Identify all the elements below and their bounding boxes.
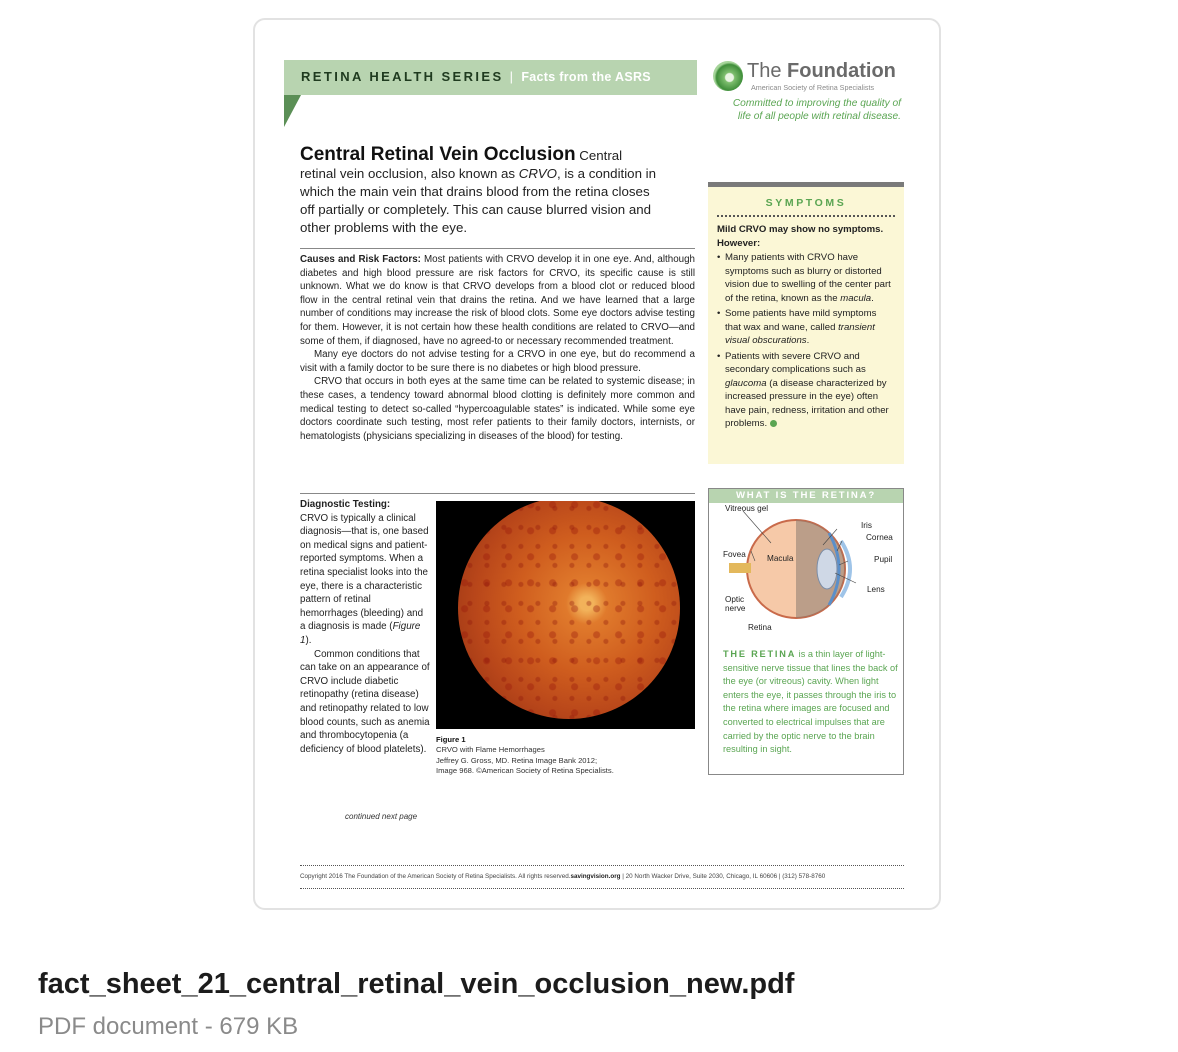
- footer-divider: [300, 865, 904, 866]
- label-pupil: Pupil: [874, 555, 893, 564]
- section-divider: [300, 248, 695, 249]
- symptom-2-term: transient visual obscurations: [725, 321, 875, 346]
- logo-title: [747, 60, 896, 83]
- diagnostic-paragraph-1-end: ).: [305, 634, 312, 646]
- pdf-preview-card[interactable]: [253, 18, 941, 910]
- intro-text-2: , is a condition in which the main vein that drains blood from the retina closes off partially or completely. This can cause blurred vision and other problems with the eye.: [300, 166, 657, 235]
- label-vitreous-gel: Vitreous gel: [725, 504, 769, 513]
- label-cornea: Cornea: [866, 533, 893, 542]
- fundus-photo: [436, 501, 695, 729]
- file-name: fact_sheet_21_central_retinal_vein_occlusion_new.pdf: [38, 968, 795, 1000]
- page-footer: [300, 873, 904, 880]
- tagline: Committed to improving the quality of life of all people with retinal disease.: [732, 98, 901, 122]
- causes-section: [300, 253, 695, 443]
- section-divider: [300, 493, 695, 494]
- continued-note: continued next page: [345, 812, 418, 821]
- file-meta: PDF document - 679 KB: [38, 1013, 299, 1040]
- series-subtitle: Facts from the ASRS: [521, 70, 651, 84]
- figure-caption: CRVO with Flame Hemorrhages: [436, 745, 545, 755]
- footer-divider: [300, 888, 904, 889]
- eye-diagram: [709, 503, 903, 638]
- diagnostic-paragraph-2: Common conditions that can take on an appearance of CRVO include diabetic retinopathy (retina disease) and retinopathy related to low blood counts, such as anemia and thrombocytopenia (a deficiency of blood platelets).: [300, 648, 430, 755]
- label-nerve: nerve: [725, 604, 746, 613]
- logo-name: Foundation: [787, 60, 896, 82]
- label-retina: Retina: [748, 623, 772, 632]
- label-lens: Lens: [867, 585, 885, 594]
- symptom-item: [717, 307, 895, 348]
- figure-credit-2: Image 968. ©American Society of Retina Specialists.: [436, 766, 614, 776]
- symptom-item: [717, 350, 895, 431]
- symptom-3-end: (a disease characterized by increased pressure in the eye) often have pain, redness, irritation and other problems.: [725, 377, 889, 429]
- causes-paragraph-3: CRVO that occurs in both eyes at the same time can be related to systemic disease; in these cases, a tendency toward abnormal blood clotting is definitely more common and medical testing to detect so-called “hypercoagulable states” is indicated. While some eye doctors coordinate such testing, most refer patients to their family doctors, internists, or hematologists (physicians specializing in diseases of the blood) for testing.: [300, 376, 695, 442]
- figure-title: Figure 1: [436, 735, 466, 744]
- footer-address: | 20 North Wacker Drive, Suite 2030, Chicago, IL 60606 | (312) 578-8760: [620, 873, 826, 880]
- symptoms-body: [708, 223, 904, 431]
- retina-description: [723, 648, 899, 757]
- banner-tail: [284, 95, 301, 127]
- symptoms-heading: SYMPTOMS: [765, 197, 847, 209]
- symptom-item: [717, 251, 895, 305]
- figure-caption-block: [436, 735, 695, 777]
- diagnostic-paragraph-1: CRVO is typically a clinical diagnosis—that is, one based on medical signs and patient-reported symptoms. When a retina specialist looks into the eye, there is a characteristic pattern of retinal hemorrhages (bleeding) and a diagnosis is made (: [300, 512, 429, 633]
- eye-diagram-icon: [709, 503, 903, 638]
- retina-term: THE RETINA: [723, 649, 797, 659]
- symptom-2-text: Some patients have mild symptoms that wax and wane, called: [725, 308, 877, 333]
- symptom-2-end: .: [806, 335, 810, 346]
- retina-heading: WHAT IS THE RETINA?: [709, 489, 903, 503]
- logo-org: American Society of Retina Specialists: [751, 83, 875, 92]
- figure-credit-1: Jeffrey G. Gross, MD. Retina Image Bank 2012;: [436, 755, 598, 765]
- label-iris: Iris: [861, 521, 872, 530]
- document-title: Central Retinal Vein Occlusion: [300, 144, 576, 165]
- footer-copyright: Copyright 2016 The Foundation of the American Society of Retina Specialists. All rights reserved.: [300, 873, 571, 880]
- causes-paragraph-2: Many eye doctors do not advise testing for a CRVO in one eye, but do recommend a visit with a family doctor to be sure there is no diabetes or high blood pressure.: [300, 349, 695, 374]
- retina-desc-text: is a thin layer of light-sensitive nerve tissue that lines the back of the eye (or vitreous) cavity. When light enters the eye, it passes through the iris to the retina where images are focused and converted to electrical impulses that are carried by the optic nerve to the brain resulting in sight.: [723, 649, 898, 755]
- end-mark-icon: [770, 420, 777, 427]
- label-fovea: Fovea: [723, 550, 746, 559]
- symptom-3-text: Patients with severe CRVO and secondary complications such as: [725, 350, 866, 375]
- diagnostic-section: [300, 498, 430, 756]
- symptom-1-end: .: [871, 292, 874, 304]
- symptoms-divider: [717, 215, 895, 217]
- symptom-1-text: Many patients with CRVO have symptoms such as blurry or distorted vision due to swelling of the center part of the retina, known as the: [725, 252, 891, 304]
- label-optic: Optic: [725, 595, 745, 604]
- pdf-page: [255, 20, 939, 908]
- symptom-1-term: macula: [840, 292, 872, 304]
- causes-paragraph-1: Most patients with CRVO develop it in one eye. And, although diabetes and high blood pressure are risk factors for CRVO, its specific cause is still unknown. What we do know is that CRVO develops from a blood clot or reduced blood flow in the central retinal vein that drains the retina. And we have learned that a large number of conditions may increase the risk of blood clots. Some eye doctors advise testing for them. However, it is not certain how these health conditions are related to CRVO—and some of them, if diagnosed, have no agreed-to or necessary recommended treatment.: [300, 254, 695, 347]
- causes-label: Causes and Risk Factors:: [300, 254, 421, 265]
- label-macula: Macula: [767, 554, 794, 563]
- footer-site: savingvision.org: [570, 873, 621, 880]
- foundation-logo-icon: [713, 61, 743, 91]
- retina-info-box: [708, 488, 904, 775]
- intro-abbr: CRVO: [518, 166, 557, 181]
- series-banner-text: [301, 69, 651, 84]
- figure-reference: Figure 1: [300, 621, 421, 646]
- intro-text-1: Central retinal vein occlusion, also known as: [300, 148, 623, 181]
- symptoms-lead: Mild CRVO may show no symptoms. However:: [717, 224, 884, 249]
- intro-block: [300, 146, 662, 237]
- symptoms-list: [717, 251, 895, 431]
- symptoms-box: [708, 182, 904, 464]
- banner-separator: |: [509, 69, 516, 84]
- series-banner: [284, 60, 697, 95]
- retina-fundus-image: [458, 501, 680, 719]
- diagnostic-label: Diagnostic Testing:: [300, 499, 391, 510]
- symptom-3-term: glaucoma: [725, 377, 767, 389]
- foundation-logo: [713, 60, 905, 100]
- logo-the: The: [747, 60, 782, 82]
- series-name: RETINA HEALTH SERIES: [301, 69, 504, 84]
